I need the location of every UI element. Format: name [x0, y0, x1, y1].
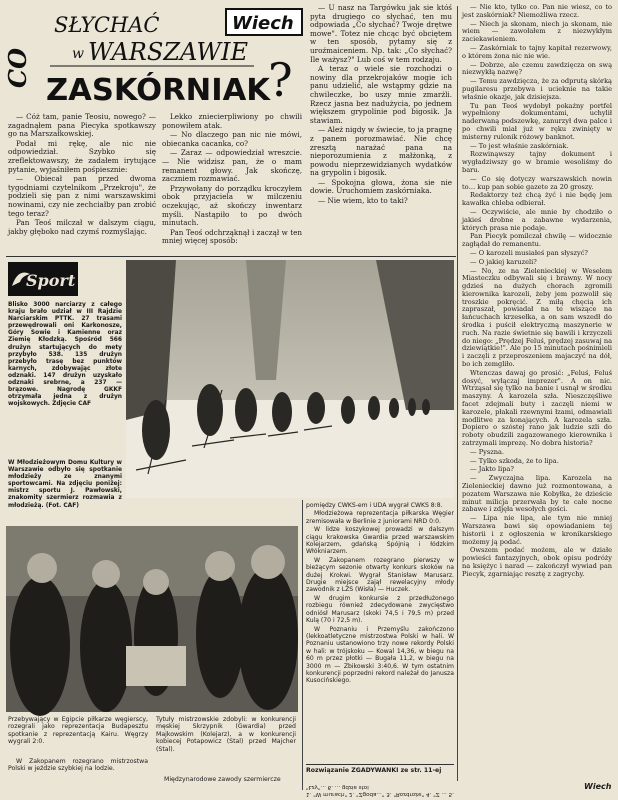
- story-paragraph: — Temu zawdzięcza, że za odprutą skórką pugilaresu przebywa i ucieknie na takie właśnie okazje, jak dzisiejsza.: [462, 77, 612, 101]
- story-paragraph: — To jest właśnie zaskórniak.: [470, 141, 569, 150]
- story-paragraph: — Zwyczajna lipa. Karozela na Zielenieckiej dawno już rozmontowana, a pozatem Warszawa nie Kobyłka, że dzieście minut milicja przerwała by te całe nocne zabawe i zdjęła wesołych gości.: [462, 474, 612, 514]
- sport-ski-caption: [8, 302, 122, 456]
- column-rule: [302, 500, 303, 790]
- story-paragraph: — Lipa nie lipa, ale tym nie mniej Warszawa bawi się opowiadaniem tej historii i z ogłoszenia w kronikarskiego możemy ją podać.: [462, 514, 612, 546]
- story-paragraph: — Zaskórniak to tajny kapitał rezerwowy, o którem żona nic nie wie.: [462, 43, 612, 60]
- ski-rally-photo: [126, 260, 454, 498]
- story-paragraph: — Zaraz — odpowiedział wreszcie. — Nie widzisz pan, że o mam remanent głowy. Jak skończę, zaczniem rozmawiać.: [162, 148, 302, 184]
- story-paragraph: A teraz o wiele sie rozchodzi o nowiny dla przekrojaków mogie ich panu udzielić, ale wstąpmy gdzie na chwileczke, bo uszy mnie zmarżli. Rzecz jasna bez nadużycia, po jednem większem grypolinie pod bigosik. Ja stawiam.: [310, 64, 452, 125]
- story-paragraph: — No dlaczego pan nic nie mówi, obiecanka cacanka, co?: [162, 130, 302, 148]
- sport-youth-caption: [8, 460, 122, 524]
- news-item: W lidze koszykowej prowadzi w dalszym ciągu krakowska Gwardia przed warszawskim Kolejarzem, gdańską Spójnią i łódzkim Włókniarzem.: [306, 526, 454, 556]
- story-paragraph: Wtenczas dawaj go prosić: „Feluś, Feluś dosyć, wyłączaj imprezer". A on nic. Wtrząsał się tylko na banie i usnął w środku maszyny. A karozela szła. Nieszczęśliwe facet zdejmali buty i zaczęli niemi w karozele, płakali rzewnymi łzami, odmawiali modlitwe za konających. A karozela szła. Dopiero o szóstej rano jak ludzie szli do roboty obudzili zagazowanego kierownika i zatrzymali imprezę. No dobra historia?: [462, 368, 612, 448]
- story-paragraph: Podał mi rękę, ale nic nie odpowiedział. Szybko się zreflektowawszy, że zadałem irytujące pytanie, wyjaśniłem pośpiesznie:: [8, 138, 156, 174]
- story-paragraph: — Ależ nigdy w świecie, to ja pragnę z panem porozmawiać. Nie chcę zresztą narażać pana na nieporozumienia z małżonką, z powodu nieprzewidzianych wydatków na grypolin i bigosik.: [310, 125, 452, 178]
- story-paragraph: — Spokojna głowa, żona sie nie dowie. Uruchomiem zaskórniaka.: [310, 177, 452, 196]
- story-paragraph: Rozwinąwszy tajny dokument i wygładziwszy go w bramie wesoliśmy do baru.: [462, 150, 612, 174]
- story-paragraph: — O jakiej karuzeli?: [470, 257, 537, 266]
- story-paragraph: — Obiecał pan przed dwoma tygodniami czytelnikom „Przekroju", że podzieli się pan z nimi warszawskimi nowinami, czy nie zechciałby pan zrobić tego teraz?: [8, 174, 156, 218]
- caption-text: Międzynarodowe zawody szermiercze: [164, 776, 281, 783]
- story-paragraph: Lekko zniecierpliwiony po chwili ponowiłem atak.: [162, 112, 302, 130]
- caption-text: Przebywający w Egipcie piłkarze węgierscy, rozegrali jako reprezentacja Budapesztu spotkanie z reprezentacją Kairu. Węgrzy wygrali 2:0.: [8, 716, 148, 746]
- header-co: CO: [3, 47, 32, 88]
- story-paragraph: — Niech ja skonam, niech ja skonam, nie wiem — zawołałem z niezwykłym zaciekawieniem.: [462, 19, 612, 44]
- story-column-1: [8, 113, 156, 253]
- sport-logo-text: Sport: [26, 271, 76, 290]
- news-item: Młodzieżowa reprezentacja piłkarska Węgier zremisowała w Berlinie z juniorami NRD 0:0.: [306, 510, 454, 525]
- sport-fencing-title: [156, 776, 296, 790]
- sport-skating-results: [156, 716, 296, 772]
- caption-text: W Zakopanem rozegrano mistrzostwa Polski w jeździe szybkiej na lodzie.: [8, 758, 148, 773]
- news-item: W Poznaniu i Przemyślu zakończono (lekkoatletyczne mistrzostwa Polski w hali. W Poznaniu ustanowiono trzy nowe rekordy Polski w hali: w trójskoku — Kowal 14,36, w biegu na 60 m przez płotki — Bugała 11,2, w biegu na 3000 m — Zbikowski 3:40,6. W tym ostatnim konkurencji poprzedni rekord należał do Janusza Kusocińskiego.: [306, 625, 454, 685]
- sport-news-column: [306, 502, 454, 762]
- sport-zakopane-note: [8, 758, 148, 788]
- story-column-2: [162, 113, 302, 253]
- story-paragraph: — O karozeli musiałeś pan słyszyć?: [470, 248, 588, 257]
- section-rule: [6, 256, 456, 257]
- story-paragraph: — Nie wiem, kto to taki?: [318, 196, 408, 206]
- news-item: pomiędzy CWKS-em i UDA wygrał CWKS 8:8.: [306, 502, 443, 509]
- headline-zaskorniak: ZASKÓRNIAK: [46, 73, 266, 108]
- story-column-3: [310, 4, 452, 254]
- story-paragraph: — Pyszna.: [470, 447, 504, 456]
- section-rule: [306, 764, 454, 765]
- header-warszawie: WARSZAWIE: [88, 38, 249, 66]
- news-item: W Zakopanem rozegrano pierwszy w bieżącym sezonie otwarty konkurs skoków na dużej Krokwi. Wygrał Stanisław Marusarz. Drugie miejsce zajął rewelacyjny młody zawodnik z LZS (Wisła) — Huczek.: [306, 556, 454, 594]
- column-header: [3, 4, 306, 112]
- story-paragraph: — Jakto lipa?: [470, 465, 514, 474]
- story-paragraph: Pan Teoś odchrząknął i zaczął w ten mniej więcej sposób:: [162, 227, 302, 246]
- story-paragraph: — Cóż tam, panie Teosiu, nowego? — zagadnąłem pana Piecyka spotkawszy go na Marszałkowskiej.: [8, 112, 156, 139]
- sport-egypt-caption: [8, 716, 148, 756]
- youth-center-photo: [6, 526, 298, 712]
- author-box: Wiech: [232, 13, 294, 34]
- header-slychac: SŁYCHAĆ: [54, 13, 160, 37]
- story-paragraph: Owszem podać możem, ale w działe powieści fantazyjnych, obok opisu podróży na księżyc i narad — zakończył wywiad pan Piecyk, zgarniając resztę z zagrychy.: [462, 546, 612, 578]
- crossword-solution-title: Rozwiązanie ZGADYWANKI ze str. 11-ej: [306, 767, 442, 774]
- story-paragraph: — U nasz na Targówku jak sie któś pyta drugiego co słychać, ten mu odpowiada „Co słychać? Twoje drętwe mowe". Totez nie chcąc być obciętem w ten sposób, pytamy się z uroźmaiceniem. Np. tak: „Co słychać? Ile ważysz?" Lub coś w tem rodzaju.: [310, 3, 452, 64]
- story-paragraph: — Dobrze, ale czemu zawdzięcza on swą niezwykłą nazwę?: [462, 60, 612, 77]
- crossword-solution-text: [306, 777, 454, 797]
- column-rule: [457, 6, 458, 781]
- news-item: W drugim konkursie z przedłużonego rozbiegu również zdecydowane zwycięstwo odniósł Marusarz (skoki 74,5 i 79,5 m) przed Kulą (70 i 72,5 m).: [306, 594, 454, 625]
- sport-logo: [8, 262, 78, 296]
- story-paragraph: Przywołany do porządku kroczyłem obok przyjaciela w milczeniu oczekując, aż skończy inwentarz myśli. Nastąpiło to po dwóch minutach.: [162, 183, 302, 228]
- story-paragraph: — No, ze na Zielenieckiej w Weselem Miasteczku odbywali się i brawny. W nocy gdzieś na dużych chorach zgromili kierownika karozeli, żeby jem pozwolił się troszkie pokręcić. Z miłą chęcią ich zapraszał, powiadał na te wiszące na łańcuchach krzesełka, a on sam wszedł do środka i puścił elektryczną maszynerie w ruch. Na razie świetnie się bawili i krzyczeli do niego: „Prędzej Feluś, prędzej zasuwaj na dziewiątkie!". Ale po 15 minutach pośnimieli i zaczęli z przeproszeniem majaczyć na dół, bo ich zemgliło.: [462, 266, 612, 369]
- caption-text: W Młodzieżowym Domu Kultury w Warszawie odbyło się spotkanie młodzieży ze znanymi sportowcami. Na zdjęciu poniżej: mistrz sportu J. Pawłowski, znakomity szermierz rozmawia z młodzieżą. (Fot. CAF): [8, 460, 122, 509]
- story-paragraph: Pan Piecyk pomilczał chwilę — widocznie zagłądał do remanentu.: [462, 232, 612, 249]
- header-lettering: [3, 4, 306, 112]
- story-paragraph: — Co się dotyczy warszawskich nowin to… kup pan sobie gazete za 20 groszy.: [462, 174, 612, 191]
- caption-text: Tytuły mistrzowskie zdobyli: w konkurencji męskiej Skrzypnik (Gwardia) przed Majkowskim (Kolejarz), a w konkurencji kobiecej Potapowicz (Stal) przed Majcher (Stal).: [156, 716, 296, 753]
- caption-text: Blisko 3000 narciarzy z całego kraju brało udział w III Rajdzie Narciarskim PTTK. 27 trasami przewędrowali oni Karkonosze, Góry Sowie i Kamienne oraz Ziemię Kłodzką. Spośród 566 drużyn startujących do mety przybyło 538. 135 drużyn przebyło trasę bez punktów karnych, zdobywając złote odznaki. 147 drużyn uzyskało odznaki srebrne, a 237 — brązowe. Nagrodę GKKF otrzymała jedna z drużyn wojskowych. Zdjęcie CAF: [8, 302, 122, 408]
- story-paragraph: Tu pan Teoś wydobył pokaźny portfel wypełniony dokumentami, uchylił naderwaną podszewkę, zanurzył dwa palce i po chwili miał już w ręku zwinięty w misterny rulonik różowy banknot.: [462, 101, 612, 141]
- story-paragraph: — Nie kto, tylko co. Pan nie wiesz, co to jest zaskórniak? Niemożliwa rzecz.: [462, 3, 612, 19]
- story-paragraph: Pan Teoś milczał w dalszym ciągu, jakby głęboko nad czymś rozmyślając.: [8, 218, 156, 236]
- header-w: w: [72, 46, 84, 62]
- caption-text: 1. "W murach" 2. "Zgoda..." 3. "Rozdroże" 4. "Z ... 5. "Łzy"... 6. ... gdzie stoi: [306, 784, 454, 797]
- story-signature: Wiech: [584, 782, 612, 791]
- story-paragraph: — Tylko szkoda, że to lipa.: [470, 456, 559, 465]
- story-column-4: [462, 4, 612, 776]
- headline-question-mark: ?: [268, 53, 293, 107]
- story-paragraph: Redaktorzy też chcą żyć i nie będę jem kawałka chleba odbierał.: [462, 191, 612, 208]
- story-paragraph: — Oczywiście, ale mnie by chodziło o jakieś drobne a zabawne wydarzenia, których prasa nie podaje.: [462, 207, 612, 232]
